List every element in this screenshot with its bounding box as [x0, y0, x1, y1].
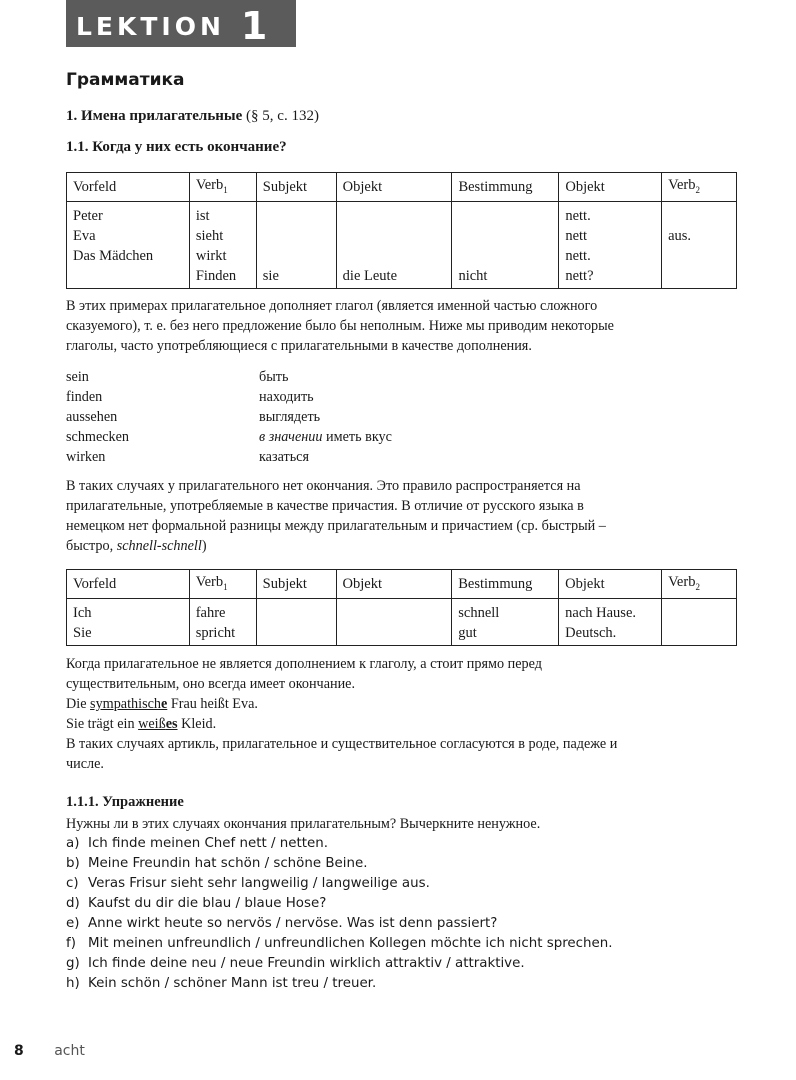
table-header-cell: Verb$_1$: [189, 173, 256, 202]
table-cell: ist sieht wirkt Finden: [189, 202, 256, 289]
vocab-item: aussehen выглядеть: [66, 409, 321, 425]
table-cell: fahre spricht: [189, 599, 256, 646]
lesson-banner: [66, 0, 296, 47]
list-item: e) Anne wirkt heute so nervös / nervöse. Was ist denn passiert?: [66, 916, 498, 931]
table-header-row: [67, 570, 737, 599]
table-header-cell: Objekt: [336, 173, 452, 202]
page-footer: [14, 1043, 85, 1059]
paragraph-line: глаголы, часто употребляющиеся с прилагательными в качестве дополнения.: [66, 338, 532, 354]
table-cell: nach Hause. Deutsch.: [559, 599, 662, 646]
list-item: h) Kein schön / schöner Mann ist treu / treuer.: [66, 976, 377, 991]
list-item: g) Ich finde deine neu / neue Freundin wirklich attraktiv / attraktive.: [66, 956, 525, 971]
syntax-table-1: [66, 172, 737, 289]
list-item: a) Ich finde meinen Chef nett / netten.: [66, 836, 328, 851]
table-header-row: [67, 173, 737, 202]
syntax-table-2: [66, 569, 737, 646]
table-body-row: [67, 202, 737, 289]
page-number-word: acht: [54, 1043, 85, 1059]
heading-1: [66, 108, 319, 125]
exercise-list: [66, 834, 613, 994]
table-cell: nett. nett nett. nett?: [559, 202, 662, 289]
table-cell: Ich Sie: [67, 599, 190, 646]
paragraph-line: Когда прилагательное не является дополнением к глаголу, а стоит прямо перед: [66, 656, 542, 672]
heading-1-text: 1. Имена прилагательные: [66, 108, 243, 124]
table-header-cell: Objekt: [559, 570, 662, 599]
heading-1-ref: (§ 5, с. 132): [246, 108, 319, 124]
paragraph-line: сказуемого), т. е. без него предложение было бы неполным. Ниже мы приводим некоторые: [66, 318, 614, 334]
list-item: d) Kaufst du dir die blau / blaue Hose?: [66, 896, 327, 911]
table-header-cell: Bestimmung: [452, 173, 559, 202]
table-cell: sie: [256, 202, 336, 289]
table-header-cell: Verb$_2$: [662, 570, 737, 599]
table-header-cell: Verb$_1$: [189, 570, 256, 599]
table-body-row: [67, 599, 737, 646]
list-item: f) Mit meinen unfreundlich / unfreundlichen Kollegen möchte ich nicht sprechen.: [66, 936, 613, 951]
paragraph-line: числе.: [66, 756, 104, 772]
table-cell: [336, 599, 452, 646]
table-header-cell: Bestimmung: [452, 570, 559, 599]
section-title: Грамматика: [66, 70, 185, 90]
paragraph-line: В таких случаях у прилагательного нет окончания. Это правило распространяется на: [66, 478, 581, 494]
table-header-cell: Subjekt: [256, 173, 336, 202]
vocab-item: wirken казаться: [66, 449, 310, 465]
table-cell: nicht: [452, 202, 559, 289]
vocab-item: schmecken в значении иметь вкус: [66, 429, 392, 445]
heading-1-1: 1.1. Когда у них есть окончание?: [66, 139, 287, 155]
paragraph-1: [66, 296, 614, 356]
paragraph-line: быстро, schnell-schnell): [66, 538, 207, 554]
paragraph-line: В таких случаях артикль, прилагательное и существительное согласуются в роде, падеже и: [66, 736, 618, 752]
table-cell: aus.: [662, 202, 737, 289]
paragraph-line: существительным, оно всегда имеет окончание.: [66, 676, 356, 692]
vocab-item: sein быть: [66, 369, 289, 385]
table-cell: [256, 599, 336, 646]
list-item: c) Veras Frisur sieht sehr langweilig / langweilige aus.: [66, 876, 430, 891]
example-sentence: Sie trägt ein weißes Kleid.: [66, 716, 217, 732]
table-cell: Peter Eva Das Mädchen: [67, 202, 190, 289]
exercise-title: 1.1.1. Упражнение: [66, 794, 184, 810]
lesson-word: LEKTION: [76, 12, 225, 41]
table-header-cell: Verb$_2$: [662, 173, 737, 202]
paragraph-line: В этих примерах прилагательное дополняет глагол (является именной частью сложного: [66, 298, 598, 314]
table-header-cell: Objekt: [336, 570, 452, 599]
table-cell: schnell gut: [452, 599, 559, 646]
paragraph-2: [66, 476, 606, 556]
paragraph-line: прилагательные, употребляемые в качестве причастия. В отличие от русского языка в: [66, 498, 584, 514]
table-cell: [662, 599, 737, 646]
lesson-number: 1: [240, 4, 268, 48]
vocab-item: finden находить: [66, 389, 314, 405]
example-sentence: Die sympathische Frau heißt Eva.: [66, 696, 258, 712]
list-item: b) Meine Freundin hat schön / schöne Beine.: [66, 856, 368, 871]
vocab-list: [66, 367, 466, 467]
table-header-cell: Subjekt: [256, 570, 336, 599]
table-header-cell: Vorfeld: [67, 570, 190, 599]
paragraph-line: немецком нет формальной разницы между прилагательным и причастием (ср. быстрый –: [66, 518, 606, 534]
page-number: 8: [14, 1043, 24, 1059]
paragraph-3: [66, 654, 617, 774]
table-header-cell: Objekt: [559, 173, 662, 202]
table-header-cell: Vorfeld: [67, 173, 190, 202]
table-cell: die Leute: [336, 202, 452, 289]
exercise-instruction: Нужны ли в этих случаях окончания прилагательным? Вычеркните ненужное.: [66, 816, 541, 832]
